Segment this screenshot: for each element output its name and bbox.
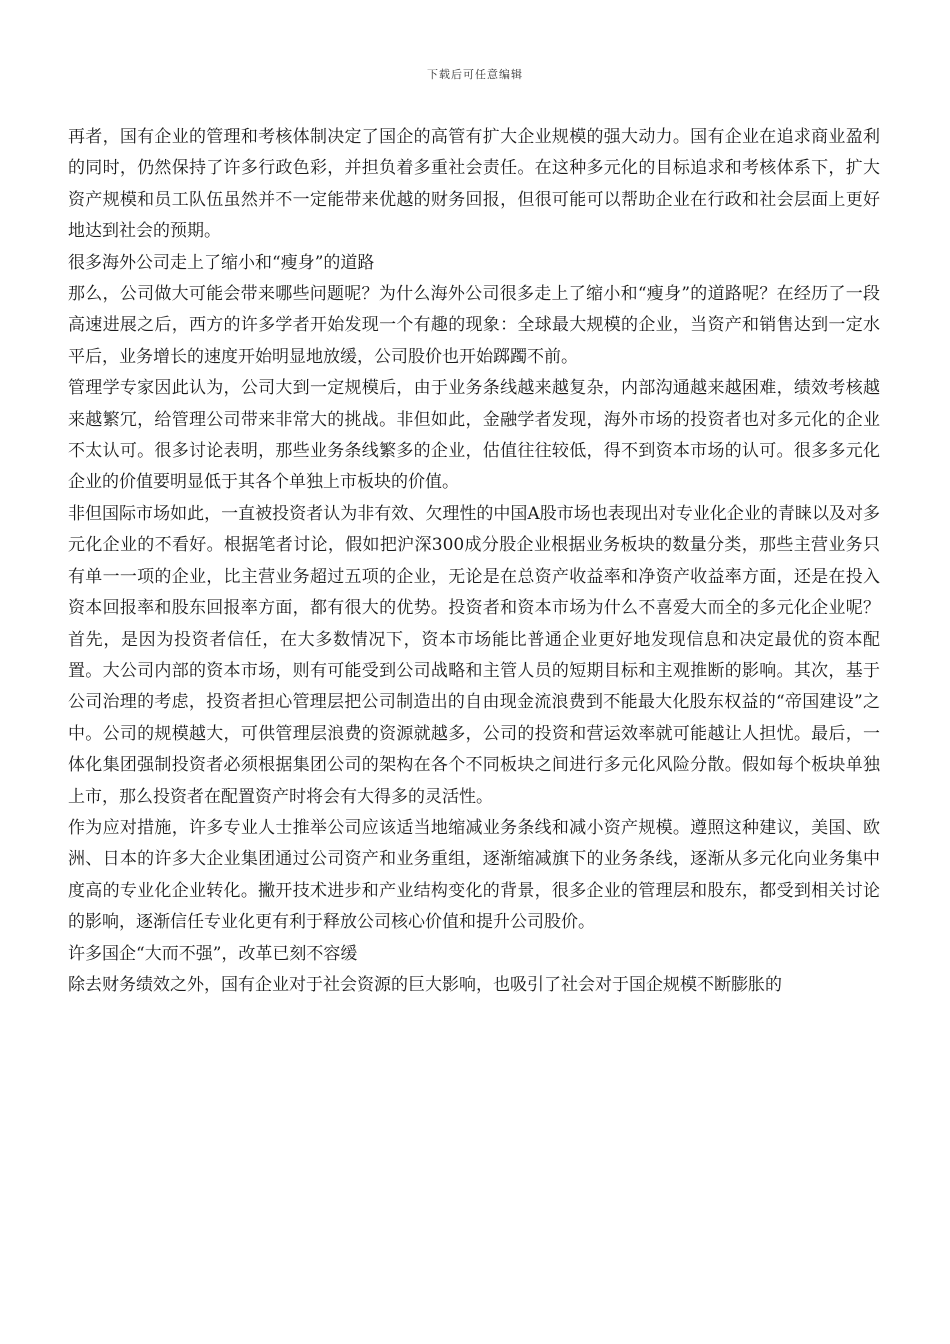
paragraph-management-incentives: 再者，国有企业的管理和考核体制决定了国企的高管有扩大企业规模的强大动力。国有企业在追求商业盈利的同时，仍然保持了许多行政色彩，并担负着多重社会责任。在这种多元化的目标追求和考核体系下，扩大资产规模和员工队伍虽然并不一定能带来优越的财务回报，但很可能可以帮助企业在行政和社会层面上更好地达到社会的预期。 (68, 127, 880, 242)
paragraph-growth-slowdown: 那么，公司做大可能会带来哪些问题呢？为什么海外公司很多走上了缩小和“瘦身”的道路呢？在经历了一段高速进展之后，西方的许多学者开始发现一个有趣的现象：全球最大规模的企业，当资产和销售达到一定水平后，业务增长的速度开始明显地放缓，公司股价也开始踯躅不前。 (68, 284, 880, 367)
paragraph-social-resources: 除去财务绩效之外，国有企业对于社会资源的巨大影响，也吸引了社会对于国企规模不断膨胀的 (68, 974, 782, 995)
paragraph-countermeasures: 作为应对措施，许多专业人士推举公司应该适当地缩减业务条线和减小资产规模。遵照这种建议，美国、欧洲、日本的许多大企业集团通过公司资产和业务重组，逐渐缩减旗下的业务条线，逐渐从多元化向业务集中度高的专业化企业转化。撇开技术进步和产业结构变化的背景，很多企业的管理层和股东，都受到相关讨论的影响，逐渐信任专业化更有利于释放公司核心价值和提升公司股价。 (68, 817, 880, 933)
paragraph-management-challenges: 管理学专家因此认为，公司大到一定规模后，由于业务条线越来越复杂，内部沟通越来越困难，绩效考核越来越繁冗，给管理公司带来非常大的挑战。非但如此，金融学者发现，海外市场的投资者也对多元化的企业不太认可。很多讨论表明，那些业务条线繁多的企业，估值往往较低，得不到资本市场的认可。很多多元化企业的价值要明显低于其各个单独上市板块的价值。 (68, 378, 880, 493)
page-header: 下载后可任意编辑 (427, 68, 523, 81)
document-body (68, 122, 880, 1001)
section-heading-slimming: 很多海外公司走上了缩小和“瘦身”的道路 (68, 252, 375, 273)
section-heading-soe-reform: 许多国企“大而不强”，改革已刻不容缓 (68, 943, 358, 964)
paragraph-a-share-market: 非但国际市场如此，一直被投资者认为非有效、欠理性的中国A股市场也表现出对专业化企业的青睐以及对多元化企业的不看好。根据笔者讨论，假如把沪深300成分股企业根据业务板块的数量分类，那些主营业务只有单一一项的企业，比主营业务超过五项的企业，无论是在总资产收益率和净资产收益率方面，还是在投入资本回报率和股东回报率方面，都有很大的优势。投资者和资本市场为什么不喜爱大而全的多元化企业呢？首先，是因为投资者信任，在大多数情况下，资本市场能比普通企业更好地发现信息和决定最优的资本配置。大公司内部的资本市场，则有可能受到公司战略和主管人员的短期目标和主观推断的影响。其次，基于公司治理的考虑，投资者担心管理层把公司制造出的自由现金流浪费到不能最大化股东权益的“帝国建设”之中。公司的规模越大，可供管理层浪费的资源就越多，公司的投资和营运效率就可能越让人担忧。最后，一体化集团强制投资者必须根据集团公司的架构在各个不同板块之间进行多元化风险分散。假如每个板块单独上市，那么投资者在配置资产时将会有大得多的灵活性。 (68, 503, 880, 807)
